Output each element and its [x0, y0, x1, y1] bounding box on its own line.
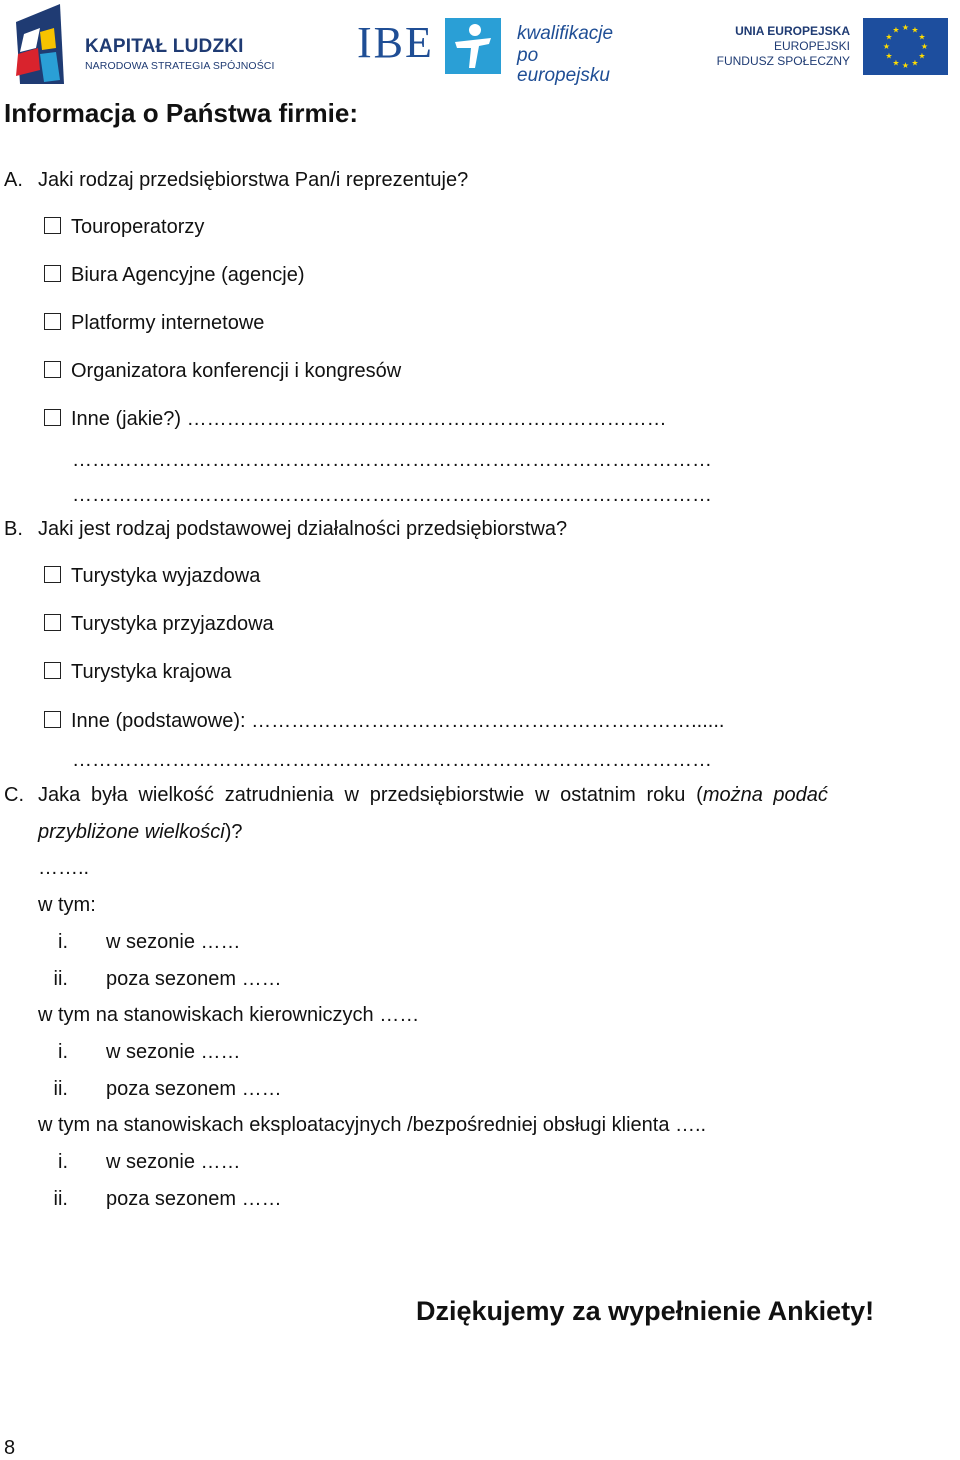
question-c-label: C. [4, 784, 24, 806]
option-label: Turystyka wyjazdowa [71, 565, 261, 587]
kwalifikacje-line1: kwalifikacje [517, 23, 614, 44]
svg-text:★: ★ [892, 58, 900, 68]
roman-ii: ii. [53, 1188, 68, 1210]
section-title: Informacja o Państwa firmie: [4, 98, 358, 128]
checkbox-icon[interactable] [44, 217, 61, 234]
question-c-italic-1: można podać [702, 784, 828, 806]
option-label: Inne (jakie?) [71, 408, 182, 430]
question-a-text: Jaki rodzaj przedsiębiorstwa Pan/i reprezentuje? [38, 169, 469, 191]
offseason-text: poza sezonem …… [106, 1078, 282, 1100]
fill-line-a-2[interactable]: …………………………………………………………………………………… [72, 484, 712, 506]
answer-total[interactable]: …….. [38, 857, 90, 879]
fill-line-b-1[interactable]: …………………………………………………………………………………… [72, 749, 712, 771]
eu-line3: FUNDUSZ SPOŁECZNY [716, 54, 850, 68]
checkbox-icon[interactable] [44, 614, 61, 631]
svg-text:★: ★ [885, 32, 893, 42]
svg-text:★: ★ [911, 25, 919, 35]
option-organizatora-konferencji[interactable] [44, 359, 401, 383]
question-c-italic-2: przybliżone wielkości [38, 821, 225, 843]
eu-line2: EUROPEJSKI [773, 39, 850, 53]
eu-flag-icon [863, 18, 948, 75]
option-label: Organizatora konferencji i kongresów [71, 360, 402, 382]
option-platformy-internetowe[interactable] [44, 311, 264, 335]
checkbox-icon[interactable] [44, 409, 61, 426]
ibe-text: IBE [357, 18, 434, 67]
row-season-1[interactable] [38, 930, 241, 954]
fill-line-inline[interactable]: ……………………………………………………………… [186, 408, 667, 430]
kwalifikacje-line2: po europejsku [517, 45, 610, 86]
question-a-label: A. [4, 169, 23, 191]
row-offseason-2[interactable] [38, 1077, 282, 1101]
question-b-label: B. [4, 518, 23, 540]
svg-text:★: ★ [901, 23, 910, 32]
checkbox-icon[interactable] [44, 313, 61, 330]
svg-text:★: ★ [918, 32, 926, 42]
page-number: 8 [4, 1437, 16, 1459]
kapital-ludzki-subtitle: NARODOWA STRATEGIA SPÓJNOŚCI [85, 60, 275, 72]
question-c-text: Jaka była wielkość zatrudnienia w przedsiębiorstwie w ostatnim roku ( [38, 784, 703, 806]
season-text: w sezonie …… [106, 1041, 241, 1063]
question-c-end: )? [224, 821, 243, 843]
option-turystyka-przyjazdowa[interactable] [44, 612, 274, 636]
option-inne-b[interactable] [44, 709, 724, 733]
svg-text:★: ★ [885, 51, 893, 61]
option-inne-a[interactable] [44, 407, 667, 431]
offseason-text: poza sezonem …… [106, 968, 282, 990]
option-label: Turystyka przyjazdowa [71, 613, 274, 635]
checkbox-icon[interactable] [44, 662, 61, 679]
season-text: w sezonie …… [106, 931, 241, 953]
question-a [4, 168, 468, 192]
row-season-2[interactable] [38, 1040, 241, 1064]
option-label: Platformy internetowe [71, 312, 265, 334]
checkbox-icon[interactable] [44, 711, 61, 728]
kapital-ludzki-title: KAPITAŁ LUDZKI [85, 36, 244, 57]
kapital-ludzki-logo [10, 4, 280, 90]
kapital-ludzki-emblem-icon [10, 4, 74, 88]
checkbox-icon[interactable] [44, 566, 61, 583]
eu-title: UNIA EUROPEJSKA [735, 24, 850, 38]
svg-text:★: ★ [911, 58, 919, 68]
option-label: Inne (podstawowe): [71, 710, 246, 732]
roman-i: i. [58, 931, 68, 953]
ibe-figure-icon [445, 18, 501, 74]
option-turystyka-krajowa[interactable] [44, 660, 231, 684]
svg-text:★: ★ [918, 51, 926, 61]
option-biura-agencyjne[interactable] [44, 263, 304, 287]
ibe-logo [357, 14, 627, 86]
season-text: w sezonie …… [106, 1151, 241, 1173]
svg-text:★: ★ [892, 25, 900, 35]
eu-logo [700, 18, 950, 78]
option-label: Touroperatorzy [71, 216, 205, 238]
roman-i: i. [58, 1151, 68, 1173]
row-season-3[interactable] [38, 1150, 241, 1174]
row-offseason-1[interactable] [38, 967, 282, 991]
offseason-text: poza sezonem …… [106, 1188, 282, 1210]
roman-i: i. [58, 1041, 68, 1063]
question-b-text: Jaki jest rodzaj podstawowej działalności przedsiębiorstwa? [38, 518, 568, 540]
question-c-line2 [38, 820, 243, 844]
checkbox-icon[interactable] [44, 265, 61, 282]
roman-ii: ii. [53, 1078, 68, 1100]
fill-line-a-1[interactable]: …………………………………………………………………………………… [72, 449, 712, 471]
option-label: Biura Agencyjne (agencje) [71, 264, 305, 286]
svg-text:★: ★ [882, 42, 891, 51]
operational-row[interactable]: w tym na stanowiskach eksploatacyjnych /bezpośredniej obsługi klienta ….. [38, 1114, 707, 1136]
header [0, 0, 960, 90]
question-c [4, 783, 884, 807]
managers-row[interactable]: w tym na stanowiskach kierowniczych …… [38, 1004, 420, 1026]
option-touroperatorzy[interactable] [44, 215, 204, 239]
option-label: Turystyka krajowa [71, 661, 232, 683]
svg-text:★: ★ [920, 42, 929, 51]
w-tym-label: w tym: [38, 894, 96, 916]
roman-ii: ii. [53, 968, 68, 990]
thank-you-message: Dziękujemy za wypełnienie Ankiety! [416, 1296, 875, 1326]
question-b [4, 517, 567, 541]
row-offseason-3[interactable] [38, 1187, 282, 1211]
option-turystyka-wyjazdowa[interactable] [44, 564, 260, 588]
svg-text:★: ★ [901, 61, 910, 70]
fill-line-inline[interactable]: …………………………………………………………...... [251, 710, 725, 732]
checkbox-icon[interactable] [44, 361, 61, 378]
